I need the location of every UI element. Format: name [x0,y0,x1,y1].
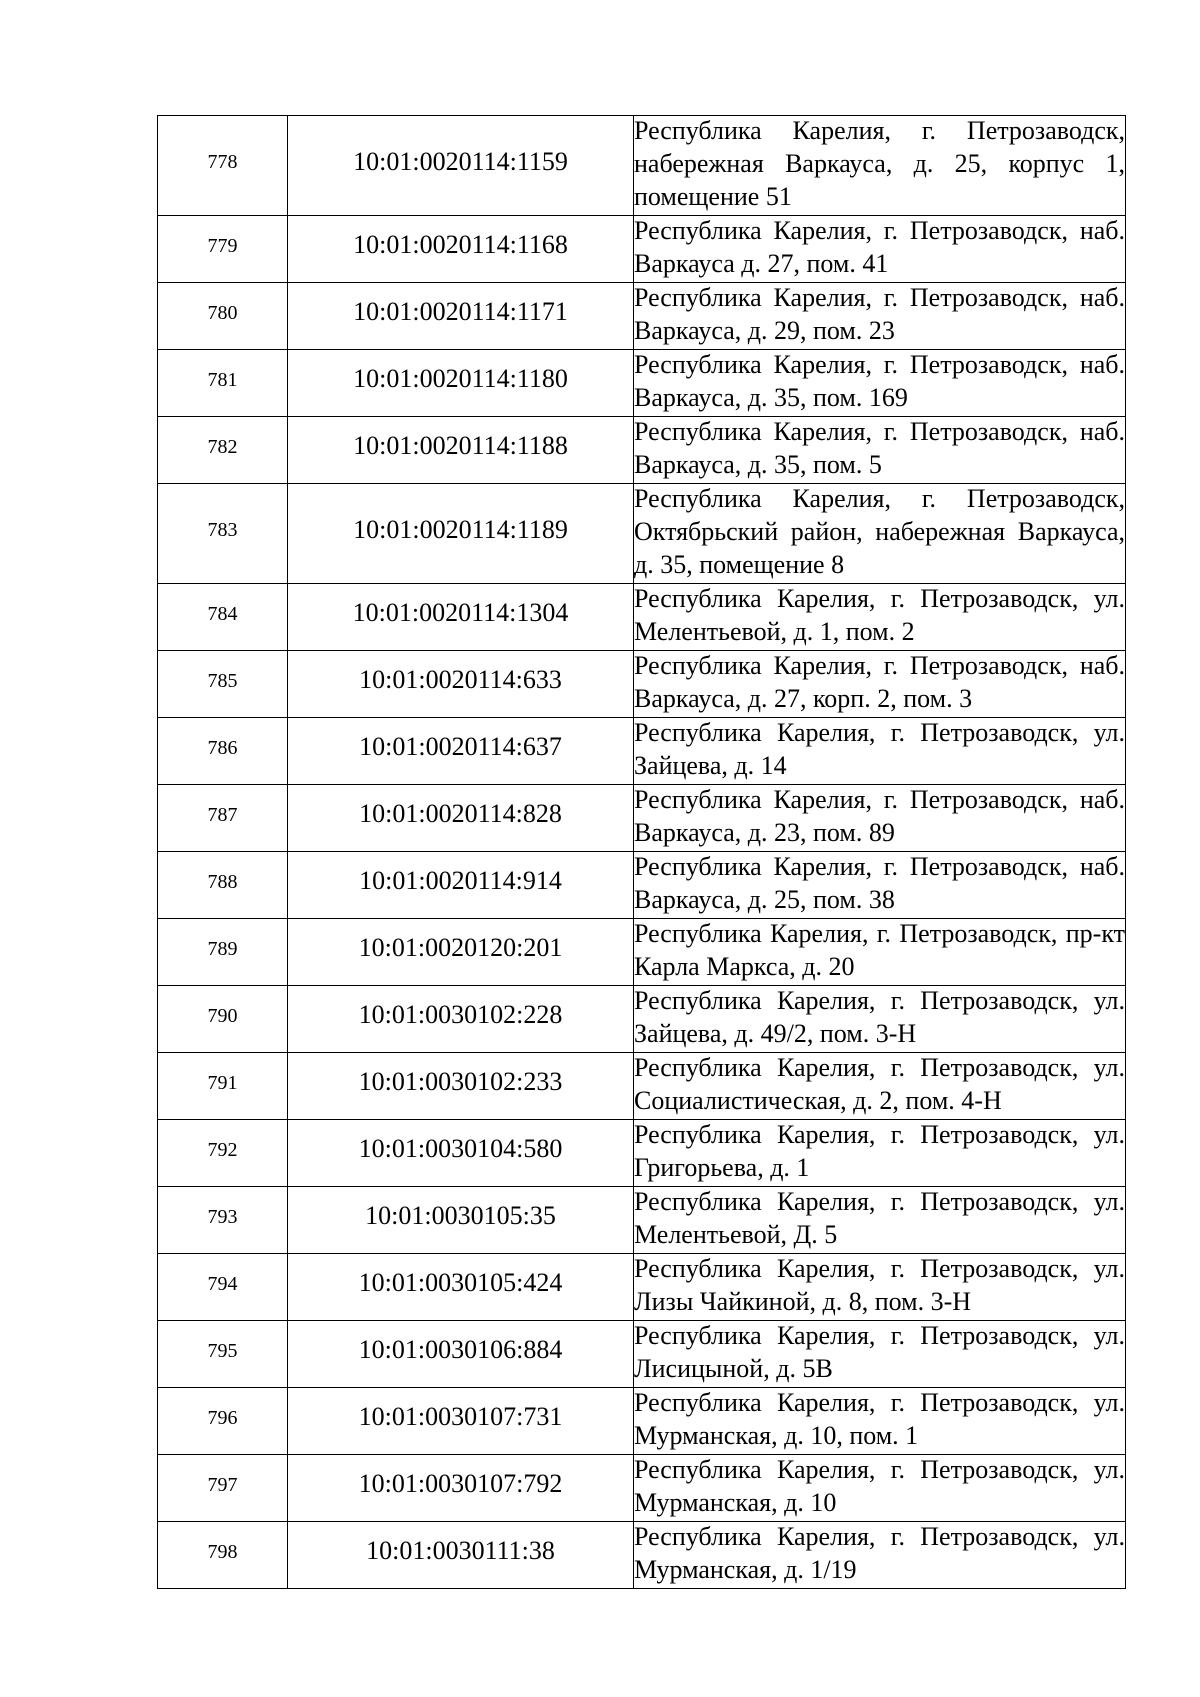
row-number-cell: 794 [158,1254,288,1321]
cadastral-number-cell: 10:01:0020120:201 [288,919,634,986]
address-cell: Республика Карелия, г. Петрозаводск, ул. Мурманская, д. 10 [634,1455,1126,1522]
row-number-cell: 789 [158,919,288,986]
table-row [158,919,1126,986]
cadastral-number-cell: 10:01:0030105:35 [288,1187,634,1254]
cadastral-number-cell: 10:01:0020114:828 [288,785,634,852]
row-number-cell: 779 [158,216,288,283]
cadastral-number-cell: 10:01:0020114:1188 [288,417,634,484]
table-row [158,1321,1126,1388]
cadastral-number-cell: 10:01:0030106:884 [288,1321,634,1388]
cadastral-number-cell: 10:01:0030102:228 [288,986,634,1053]
row-number-cell: 791 [158,1053,288,1120]
table-row [158,584,1126,651]
row-number-cell: 793 [158,1187,288,1254]
address-cell: Республика Карелия, г. Петрозаводск, наб. Варкауса, д. 25, пом. 38 [634,852,1126,919]
row-number-cell: 782 [158,417,288,484]
address-cell: Республика Карелия, г. Петрозаводск, ул. Социалистическая, д. 2, пом. 4-Н [634,1053,1126,1120]
row-number-cell: 798 [158,1522,288,1589]
table-row [158,986,1126,1053]
address-cell: Республика Карелия, г. Петрозаводск, пр-кт Карла Маркса, д. 20 [634,919,1126,986]
address-cell: Республика Карелия, г. Петрозаводск, ул. Зайцева, д. 14 [634,718,1126,785]
table-row [158,852,1126,919]
row-number-cell: 783 [158,484,288,584]
address-cell: Республика Карелия, г. Петрозаводск, ул. Мелентьевой, д. 1, пом. 2 [634,584,1126,651]
address-cell: Республика Карелия, г. Петрозаводск, ул. Григорьева, д. 1 [634,1120,1126,1187]
address-cell: Республика Карелия, г. Петрозаводск, наб. Варкауса, д. 23, пом. 89 [634,785,1126,852]
address-cell: Республика Карелия, г. Петрозаводск, наб. Варкауса, д. 35, пом. 5 [634,417,1126,484]
table-row [158,1522,1126,1589]
table-row [158,1455,1126,1522]
cadastral-number-cell: 10:01:0020114:1171 [288,283,634,350]
table-row [158,1120,1126,1187]
table-row [158,1388,1126,1455]
row-number-cell: 795 [158,1321,288,1388]
cadastral-number-cell: 10:01:0030107:792 [288,1455,634,1522]
address-cell: Республика Карелия, г. Петрозаводск, ул. Мурманская, д. 1/19 [634,1522,1126,1589]
address-cell: Республика Карелия, г. Петрозаводск, наб. Варкауса, д. 35, пом. 169 [634,350,1126,417]
cadastral-number-cell: 10:01:0020114:1189 [288,484,634,584]
row-number-cell: 780 [158,283,288,350]
property-registry-table [157,115,1126,1589]
table-row [158,1053,1126,1120]
address-cell: Республика Карелия, г. Петрозаводск, ул. Мурманская, д. 10, пом. 1 [634,1388,1126,1455]
table-row [158,417,1126,484]
table-row [158,1254,1126,1321]
cadastral-number-cell: 10:01:0020114:1180 [288,350,634,417]
row-number-cell: 788 [158,852,288,919]
address-cell: Республика Карелия, г. Петрозаводск, набережная Варкауса, д. 25, корпус 1, помещение 51 [634,116,1126,216]
row-number-cell: 781 [158,350,288,417]
table-row [158,484,1126,584]
table-row [158,651,1126,718]
table-row [158,1187,1126,1254]
address-cell: Республика Карелия, г. Петрозаводск, ул. Лизы Чайкиной, д. 8, пом. 3-Н [634,1254,1126,1321]
address-cell: Республика Карелия, г. Петрозаводск, ул. Лисицыной, д. 5В [634,1321,1126,1388]
cadastral-number-cell: 10:01:0020114:914 [288,852,634,919]
row-number-cell: 797 [158,1455,288,1522]
table-row [158,283,1126,350]
address-cell: Республика Карелия, г. Петрозаводск, наб. Варкауса, д. 27, корп. 2, пом. 3 [634,651,1126,718]
cadastral-number-cell: 10:01:0030107:731 [288,1388,634,1455]
table-row [158,718,1126,785]
cadastral-number-cell: 10:01:0020114:1159 [288,116,634,216]
table-row [158,116,1126,216]
address-cell: Республика Карелия, г. Петрозаводск, наб. Варкауса, д. 29, пом. 23 [634,283,1126,350]
cadastral-number-cell: 10:01:0030104:580 [288,1120,634,1187]
cadastral-number-cell: 10:01:0030105:424 [288,1254,634,1321]
row-number-cell: 786 [158,718,288,785]
table-row [158,216,1126,283]
address-cell: Республика Карелия, г. Петрозаводск, ул. Мелентьевой, Д. 5 [634,1187,1126,1254]
row-number-cell: 792 [158,1120,288,1187]
row-number-cell: 778 [158,116,288,216]
row-number-cell: 790 [158,986,288,1053]
cadastral-number-cell: 10:01:0020114:633 [288,651,634,718]
address-cell: Республика Карелия, г. Петрозаводск, Октябрьский район, набережная Варкауса, д. 35, помещение 8 [634,484,1126,584]
address-cell: Республика Карелия, г. Петрозаводск, наб. Варкауса д. 27, пом. 41 [634,216,1126,283]
address-cell: Республика Карелия, г. Петрозаводск, ул. Зайцева, д. 49/2, пом. 3-Н [634,986,1126,1053]
row-number-cell: 784 [158,584,288,651]
cadastral-number-cell: 10:01:0020114:1168 [288,216,634,283]
cadastral-number-cell: 10:01:0030102:233 [288,1053,634,1120]
row-number-cell: 787 [158,785,288,852]
cadastral-number-cell: 10:01:0020114:1304 [288,584,634,651]
table-row [158,785,1126,852]
row-number-cell: 796 [158,1388,288,1455]
row-number-cell: 785 [158,651,288,718]
table-row [158,350,1126,417]
cadastral-number-cell: 10:01:0030111:38 [288,1522,634,1589]
cadastral-number-cell: 10:01:0020114:637 [288,718,634,785]
